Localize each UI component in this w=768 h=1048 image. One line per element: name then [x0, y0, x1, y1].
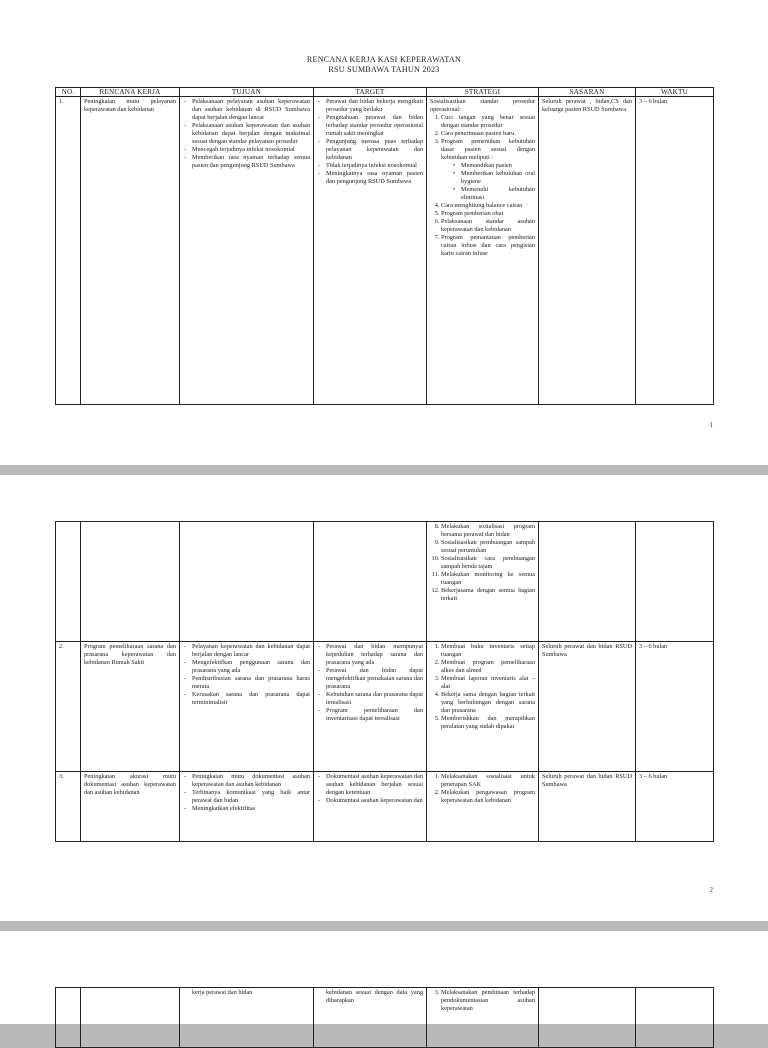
- header-rencana-kerja: RENCANA KERJA: [81, 88, 180, 97]
- waktu-cell: 3 – 6 bulan: [636, 772, 714, 842]
- list-item: - Pelaksanaan pelayanan asuhan keperawatan dan asuhan kebidanan di RSUD Sumbawa dapat berjalan dengan lancar: [192, 98, 310, 122]
- list-item: 2. Cara penerimaan pasien baru: [441, 130, 535, 138]
- list-item: - Perawat dan bidan dapat mengefektifkan pemakaian sarana dan prasarana: [326, 667, 423, 691]
- list-item: - Perawat dan bidan mempunyai kepedulian terhadap sarana dan prasarana yang ada: [326, 643, 423, 667]
- list-item: 3. Program pemenuhan kebutuhan dasar pasien sesuai dengan kebutuhan meliputi : • Memandikan pasien • Memberikan kebutuhan oral hygiene • Memenuhi kebutuhan eliminasi: [441, 138, 535, 202]
- page-number: 2: [709, 886, 713, 894]
- tujuan-cell: [180, 642, 314, 772]
- strategi-cell: [427, 97, 539, 405]
- list-item: 4. Cara menghitung balance cairan: [441, 202, 535, 210]
- document-page-2: [0, 475, 768, 921]
- tujuan-cell: [180, 97, 314, 405]
- list-item: - Meningkatkan efektifitas: [192, 805, 310, 813]
- document-subtitle: RSU SUMBAWA TAHUN 2023: [328, 65, 440, 74]
- rencana-kerja-cell: Peningkatan akurasi mutu dokumentasi asuhan keperawatan dan asuhan kebidanan: [81, 772, 180, 842]
- list-item: 2. Membuat program pemeliharaan alkes dan almed: [441, 659, 535, 675]
- list-item: 6. Pelaksanaan standar asuhan keperawatan dan kebidanan: [441, 218, 535, 234]
- list-item: 9. Sosialisasikan pembuangan sampah sesuai peruntukan: [441, 539, 535, 555]
- list-item: - Mengefektifkan penggunaan sarana dan prasarana yang ada: [192, 659, 310, 675]
- sub-list-item: • Memandikan pasien: [461, 162, 535, 170]
- header-sasaran: SASARAN: [539, 88, 636, 97]
- work-plan-table-page-1: [55, 87, 714, 405]
- page-number: 1: [709, 421, 713, 429]
- document-title: RENCANA KERJA KASI KEPERAWATAN: [306, 55, 462, 64]
- document-page-1: [0, 0, 768, 465]
- rencana-kerja-cell: Program pemeliharaan sarana dan prasarana keperawatan dan kebidanan Rumah Sakit: [81, 642, 180, 772]
- list-item: - Tidak terjadinya infeksi nosokomial: [326, 162, 423, 170]
- list-item: 5. Memberishkan dan merapihkan peralatan yang sudah dipakai: [441, 715, 535, 731]
- list-item: - Pengetahuan perawat dan bidan terhadap standar prosedur operasional rumah sakit meningkat: [326, 114, 423, 138]
- list-item: 12. Bekerjasama dengan semua bagian terkait: [441, 587, 535, 603]
- list-item: - Pengunjung merasa puas terhadap pelayanan keperawatan dan kebidanan: [326, 138, 423, 162]
- list-item: 4. Bekerja sama dengan bagian terkait yang berhubungan dengan sarana dan prasarana: [441, 691, 535, 715]
- list-item: - Memberikan rasa nyaman terhadap semua pasien dan pengunjung RSUD Sumbawa: [192, 154, 310, 170]
- rencana-kerja-cell: Peningkatan mutu pelayanan keperawatan dan kebidanan: [81, 97, 180, 405]
- list-item: 8. Melakukan sosialisasi program bersama perawat dan bidan: [441, 523, 535, 539]
- strategi-cell: [427, 988, 539, 1048]
- target-cell: [314, 772, 427, 842]
- sasaran-cell: Seluruh perawat dan bidan RSUD Sumbawa: [539, 642, 636, 772]
- header-target: TARGET: [314, 88, 427, 97]
- work-plan-table-page-2: [55, 521, 714, 842]
- header-tujuan: TUJUAN: [180, 88, 314, 97]
- waktu-cell: 3 – 6 bulan: [636, 642, 714, 772]
- target-cell: [314, 97, 427, 405]
- list-item: 5. Program pemberian obat: [441, 210, 535, 218]
- list-item: - Meningkatnya rasa nyaman pasien dan pengunjung RSUD Sumbawa: [326, 170, 423, 186]
- list-item: 3. Membuat laporan inventaris alat – alat: [441, 675, 535, 691]
- sub-list-item: • Memenuhi kebutuhan eliminasi: [461, 186, 535, 202]
- target-cell: kebidanan sesuai dengan data yang diharapkan: [314, 988, 427, 1048]
- sasaran-cell: Seluruh perawat dan bidan RSUD Sumbawa: [539, 772, 636, 842]
- list-item: - Pelayanan keperawatan dan kebidanan dapat berjalan dengan lancar: [192, 643, 310, 659]
- header-waktu: WAKTU: [636, 88, 714, 97]
- list-item: - Pendistribusian sarana dan prasarana harus merata: [192, 675, 310, 691]
- list-item: 10. Sosialisasikan cara pembuangan sampah benda tajam: [441, 555, 535, 571]
- list-item: 3. Melaksanakan pembinaan terhadap pendokumentasian asuhan keperawatan: [441, 989, 535, 1013]
- row-number: 2.: [56, 642, 81, 772]
- sasaran-cell: Seluruh perawat , bidan,CS dan keluarga pasien RSUD Sumbawa: [539, 97, 636, 405]
- list-item: 1. Membuat buku inventaris setiap ruangan: [441, 643, 535, 659]
- list-item: - Kebutuhan sarana dan prasarana dapat terealisasi: [326, 691, 423, 707]
- list-item: 1. Melaksanakan sosialisasi untuk penerapan SAK: [441, 773, 535, 789]
- row-number: 3.: [56, 772, 81, 842]
- strategi-intro: Sosialisasikan standar prosedur operasional:: [430, 98, 535, 113]
- sub-list-item: • Memberikan kebutuhan oral hygiene: [461, 170, 535, 186]
- header-strategi: STRATEGI: [427, 88, 539, 97]
- list-item: - Terbinanya komunikasi yang baik antar perawat dan bidan: [192, 789, 310, 805]
- list-item: - Pelaksanaan asuhan keperawatan dan asuhan kebidanan dapat berjalan dengan maksimal sesuai dengan standar pelayanan prosedur: [192, 122, 310, 146]
- list-item: - Program pemeliharaan dan inventarisasi dapat terealisasi: [326, 707, 423, 723]
- list-item: 7. Program pemantauan pemberian cairan infuse dan cara pengisian kartu cairan infuse: [441, 234, 535, 258]
- work-plan-table-page-3: [55, 987, 714, 1048]
- table-row: [56, 642, 714, 772]
- list-item: - Peningkatan mutu dokumentasi asuhan keperawatan dan asuhan kebidanan: [192, 773, 310, 789]
- document-page-3: [0, 931, 768, 1024]
- list-item: - Kerusakan sarana dan prasarana dapat terminimalisir: [192, 691, 310, 707]
- table-header-row: [56, 88, 714, 97]
- document-title-block: [0, 55, 768, 75]
- table-row: [56, 988, 714, 1048]
- list-item: - Dokumentasi asuhan keperawatan dan: [326, 797, 423, 805]
- table-row: [56, 97, 714, 405]
- list-item: 1. Cuci tangan yang benar sesuai dengan standar prosedur: [441, 114, 535, 130]
- list-item: - Perawat dan bidan bekerja mengikuti prosedur yang berlaku: [326, 98, 423, 114]
- row-number: 1.: [56, 97, 81, 405]
- waktu-cell: 3 – 6 bulan: [636, 97, 714, 405]
- list-item: - Mencegah terjadinya infeksi nosokomial: [192, 146, 310, 154]
- header-no: NO.: [56, 88, 81, 97]
- list-item: 2. Melakukan pengawasan program keperawatan dan kebidanan: [441, 789, 535, 805]
- strategi-cell: [427, 522, 539, 642]
- tujuan-cell: kerja perawat dan bidan: [180, 988, 314, 1048]
- strategi-cell: [427, 642, 539, 772]
- tujuan-cell: [180, 772, 314, 842]
- target-cell: [314, 642, 427, 772]
- table-row: [56, 522, 714, 642]
- strategi-cell: [427, 772, 539, 842]
- list-item: 11. Melakukan monitoring ke semua ruangan: [441, 571, 535, 587]
- list-item: - Dokumentasi asuhan keperawatan dan asuhan kebidanan berjalan sesuai dengan ketentuan: [326, 773, 423, 797]
- table-row: [56, 772, 714, 842]
